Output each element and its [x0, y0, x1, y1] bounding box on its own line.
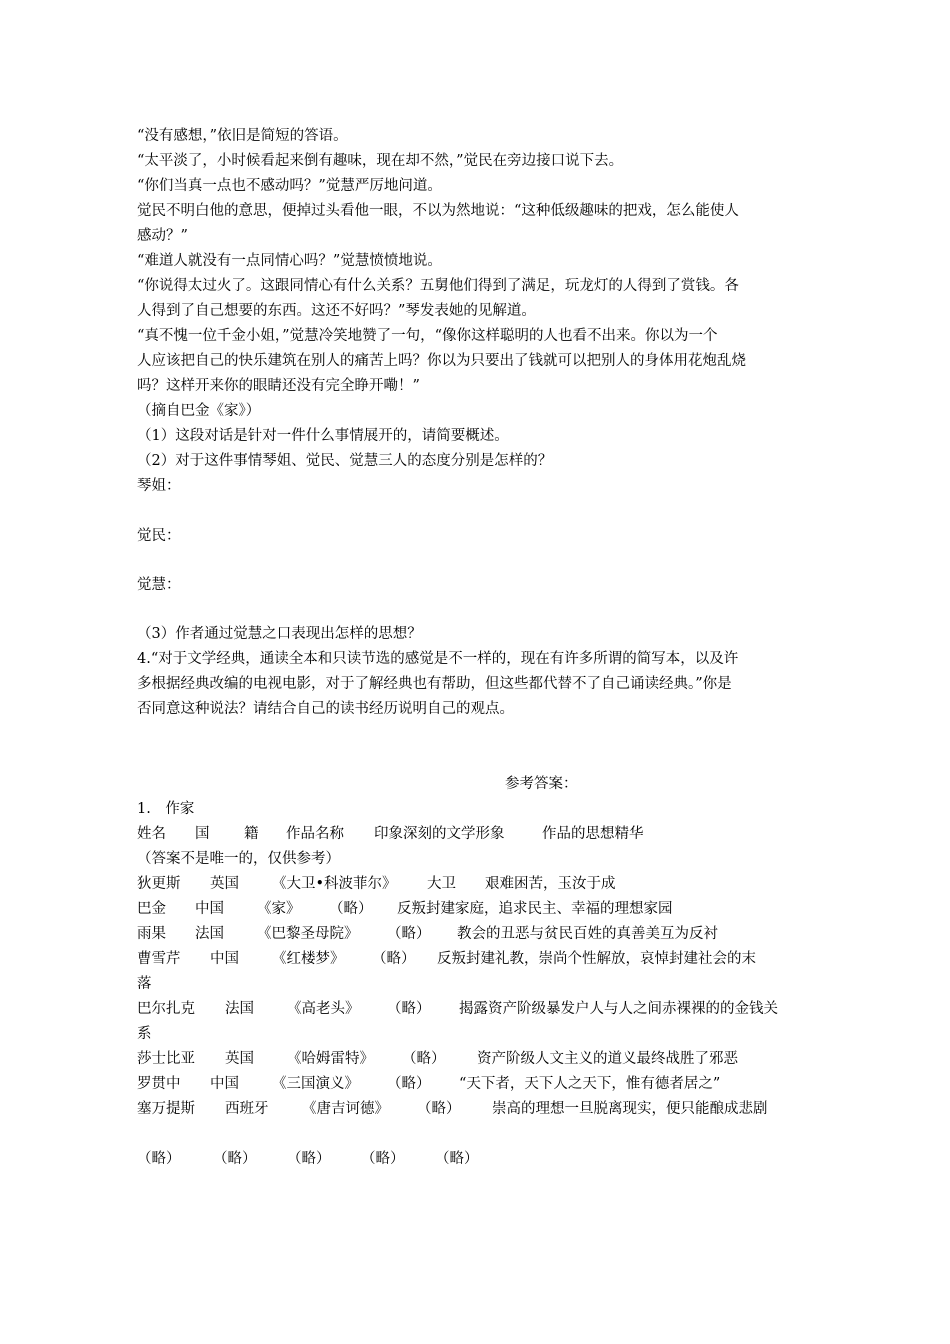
author-cell: 巴尔扎克 [137, 1001, 195, 1017]
work-cell: 《大卫•科波菲尔》 [272, 876, 397, 892]
theme-cell: 教会的丑恶与贫民百姓的真善美互为反衬 [457, 926, 718, 942]
answer-label-juemin: 觉民： [137, 528, 181, 544]
country-cell: 法国 [225, 1001, 254, 1017]
question-4-line: 4.“对于文学经典，通读全本和只读节选的感觉是不一样的，现在有许多所谓的简写本，以及许 [137, 651, 739, 667]
author-cell: 雨果 [137, 926, 166, 942]
answer-label-qinjie: 琴姐： [137, 478, 181, 494]
placeholder-cell: （略） [137, 1151, 181, 1167]
placeholder-cell: （略） [287, 1151, 331, 1167]
theme-cell: 崇高的理想一旦脱离现实，便只能酿成悲剧 [492, 1101, 768, 1117]
country-cell: 中国 [195, 901, 224, 917]
work-cell: 《高老头》 [287, 1001, 360, 1017]
work-cell: 《三国演义》 [272, 1076, 359, 1092]
header-cell: 作品名称 [286, 826, 344, 842]
theme-cell-continuation: 系 [137, 1026, 152, 1042]
passage-line: 觉民不明白他的意思，便掉过头看他一眼，不以为然地说：“这种低级趣味的把戏，怎么能使人 [137, 203, 739, 219]
author-cell: 塞万提斯 [137, 1101, 195, 1117]
author-cell: 罗贯中 [137, 1076, 181, 1092]
header-cell: 国 [195, 826, 210, 842]
passage-line: “难道人就没有一点同情心吗？”觉慧愤愤地说。 [137, 253, 442, 269]
header-cell: 印象深刻的文学形象 [374, 826, 505, 842]
table-row [137, 1072, 817, 1097]
work-cell: 《红楼梦》 [272, 951, 345, 967]
theme-cell: 揭露资产阶级暴发户人与人之间赤裸裸的的金钱关 [459, 1001, 778, 1017]
author-cell: 莎士比亚 [137, 1051, 195, 1067]
question-2: （2）对于这件事情琴姐、觉民、觉慧三人的态度分别是怎样的？ [137, 453, 553, 469]
theme-cell: “天下者，天下人之天下，惟有德者居之” [459, 1076, 721, 1092]
question-4-line: 多根据经典改编的电视电影，对于了解经典也有帮助，但这些都代替不了自己诵读经典。”你是 [137, 676, 732, 692]
author-cell: 巴金 [137, 901, 166, 917]
passage-line: 感动？” [137, 228, 188, 244]
theme-cell: 资产阶级人文主义的道义最终战胜了邪恶 [477, 1051, 738, 1067]
passage-line: 人应该把自己的快乐建筑在别人的痛苦上吗？你以为只要出了钱就可以把别人的身体用花炮乱烧 [137, 353, 746, 369]
country-cell: 中国 [210, 951, 239, 967]
character-cell: （略） [387, 1001, 431, 1017]
passage-line: “真不愧一位千金小姐，”觉慧冷笑地赞了一句，“像你这样聪明的人也看不出来。你以为一个 [137, 328, 718, 344]
answer-note: （答案不是唯一的，仅供参考） [137, 851, 340, 867]
table-row [137, 1097, 817, 1122]
work-cell: 《唐吉诃德》 [302, 1101, 389, 1117]
work-cell: 《巴黎圣母院》 [257, 926, 359, 942]
placeholder-cell: （略） [213, 1151, 257, 1167]
placeholder-row [137, 1147, 817, 1172]
header-cell: 姓名 [137, 826, 166, 842]
character-cell: （略） [387, 926, 431, 942]
country-cell: 法国 [195, 926, 224, 942]
table-row [137, 1047, 817, 1072]
passage-line: “太平淡了，小时候看起来倒有趣味，现在却不然，”觉民在旁边接口说下去。 [137, 153, 624, 169]
placeholder-cell: （略） [361, 1151, 405, 1167]
author-cell: 曹雪芹 [137, 951, 181, 967]
answer-item-1: 1. 作家 [137, 801, 195, 817]
country-cell: 英国 [210, 876, 239, 892]
question-3: （3）作者通过觉慧之口表现出怎样的思想？ [137, 626, 422, 642]
passage-line: “你们当真一点也不感动吗？”觉慧严厉地问道。 [137, 178, 442, 194]
header-cell: 作品的思想精华 [542, 826, 644, 842]
theme-cell-continuation: 落 [137, 976, 152, 992]
table-row [137, 897, 817, 922]
source-citation: （摘自巴金《家》） [137, 403, 261, 419]
passage-line: “没有感想，”依旧是简短的答语。 [137, 128, 348, 144]
table-row [137, 947, 817, 972]
work-cell: 《哈姆雷特》 [287, 1051, 374, 1067]
theme-cell: 反叛封建家庭，追求民主、幸福的理想家园 [397, 901, 673, 917]
country-cell: 英国 [225, 1051, 254, 1067]
table-row [137, 872, 817, 897]
table-row [137, 922, 817, 947]
country-cell: 西班牙 [225, 1101, 269, 1117]
theme-cell: 反叛封建礼教，崇尚个性解放，哀悼封建社会的末 [437, 951, 756, 967]
character-cell: （略） [372, 951, 416, 967]
country-cell: 中国 [210, 1076, 239, 1092]
passage-line: 吗？这样开来你的眼睛还没有完全睁开嘞！” [137, 378, 420, 394]
character-cell: （略） [387, 1076, 431, 1092]
header-cell: 籍 [244, 826, 259, 842]
answer-label-juehui: 觉慧： [137, 577, 181, 593]
character-cell: （略） [329, 901, 373, 917]
work-cell: 《家》 [257, 901, 301, 917]
answers-heading: 参考答案： [505, 776, 578, 792]
character-cell: 大卫 [427, 876, 456, 892]
placeholder-cell: （略） [435, 1151, 479, 1167]
answer-table-header [137, 822, 817, 847]
passage-line: “你说得太过火了。这跟同情心有什么关系？五舅他们得到了满足，玩龙灯的人得到了赏钱。各 [137, 278, 739, 294]
question-4-line: 否同意这种说法？请结合自己的读书经历说明自己的观点。 [137, 701, 514, 717]
author-cell: 狄更斯 [137, 876, 181, 892]
character-cell: （略） [402, 1051, 446, 1067]
character-cell: （略） [417, 1101, 461, 1117]
passage-line: 人得到了自己想要的东西。这还不好吗？”琴发表她的见解道。 [137, 303, 536, 319]
theme-cell: 艰难困苦，玉汝于成 [485, 876, 616, 892]
table-row [137, 997, 817, 1022]
question-1: （1）这段对话是针对一件什么事情展开的，请简要概述。 [137, 428, 509, 444]
